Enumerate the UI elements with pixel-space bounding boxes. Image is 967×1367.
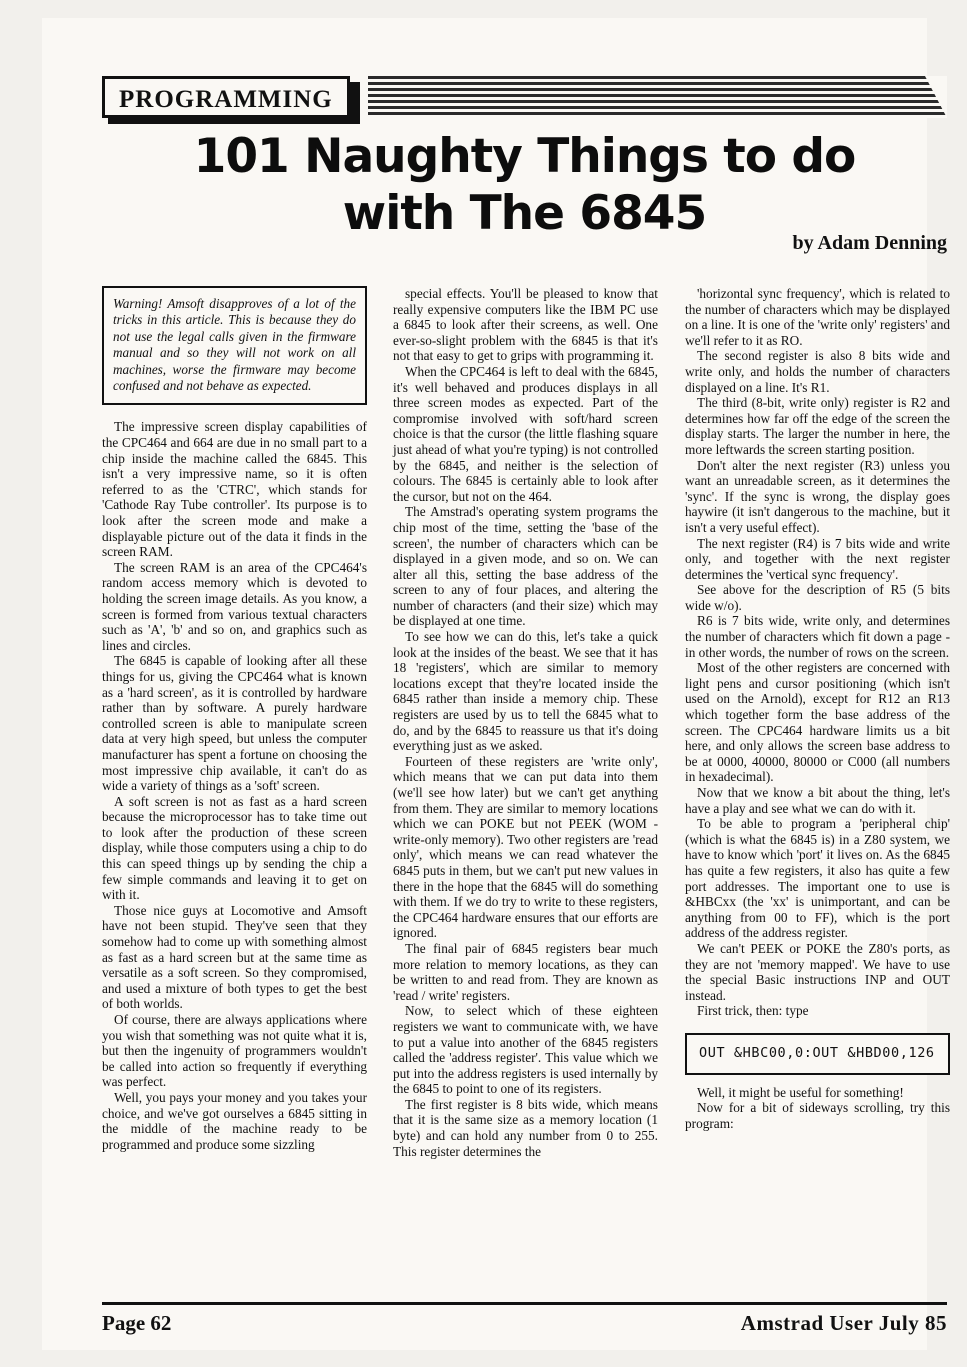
page-paper	[42, 18, 950, 1350]
code-listing-box	[685, 1033, 950, 1075]
paragraph: Of course, there are always applications where you wish that something was not quite what it is, but then the ingenuity of programmers wouldn't be called into action so frequently if everything was perfect.	[102, 1012, 367, 1090]
paragraph: Those nice guys at Locomotive and Amsoft have not been stupid. They've seen that they somehow had to come up with something almost as fast as a hard screen but at the same time as versatile as a soft screen. So they compromised, and used a mixture of both types to get the best of both worlds.	[102, 902, 367, 1012]
paragraph: The first register is 8 bits wide, which means that it is the same size as a memory location (1 byte) and can hold any number from 0 to 255. This register determines the	[393, 1096, 658, 1159]
code-line: OUT &HBC00,0:OUT &HBD00,126	[699, 1044, 935, 1061]
page-footer	[102, 1311, 947, 1345]
paragraph: The third (8-bit, write only) register is R2 and determines how far off the edge of the screen the display starts. The larger the number in here, the more leftwards the screen starting position.	[685, 395, 950, 457]
column-1	[102, 286, 367, 1152]
paragraph: The Amstrad's operating system programs the chip most of the time, setting the 'base of the screen', the number of characters which can be displayed in a given mode, and so on. We can alter all this, setting the base address of the screen to any of four places, and altering the number of characters (and their size) which may be displayed at one time.	[393, 504, 658, 629]
warning-box	[102, 286, 367, 405]
title-line-2: with The 6845	[342, 186, 707, 241]
article-title	[102, 128, 947, 254]
section-tag: PROGRAMMING	[102, 76, 350, 118]
paragraph: To see how we can do this, let's take a quick look at the insides of the beast. We see that it has 18 'registers', which are similar to memory locations except that they're located inside the 6845 rather than inside a memory chip. These registers are used by us to tell the 6845 what to do, and by the 6845 to reassure us that it's doing everything just as we asked.	[393, 629, 658, 754]
paragraph: Most of the other registers are concerned with light pens and cursor positioning (which isn't used on the Arnold), except for R12 an R13 which together form the base address of the screen. The CPC464 hardware limits us a bit here, and only allows the screen base address to be at 0000, 40000, 80000 or C000 (all numbers in hexadecimal).	[685, 660, 950, 785]
paragraph: See above for the description of R5 (5 bits wide w/o).	[685, 582, 950, 613]
paragraph: First trick, then: type	[697, 1003, 809, 1019]
paragraph: To be able to program a 'peripheral chip' (which is what the 6845 is) in a Z80 system, we have to know which 'port' it lives on. As the 6845 has quite a few registers, it also has quite a few port addresses. The important one to use is &HBCxx (the 'xx' is unimportant, and can be anything from 00 to FF), which is the port address of the address register.	[685, 816, 950, 941]
column-2	[393, 286, 658, 1159]
warning-text: Warning! Amsoft disapproves of a lot of the tricks in this article. This is because they do not use the legal calls given in the firmware manual and so they will not work on all machines, worse the firmware may become confused and not behave as expected.	[113, 296, 356, 394]
paragraph: When the CPC464 is left to deal with the 6845, it's well behaved and produces displays in all three screen modes as expected. Part of the compromise involved with soft/hard screen choice is that the cursor (the little flashing square just ahead of what you're typing) is not controlled by the 6845, and neither is the selection of colours. The 6845 is certainly able to look after the cursor, but not on the 464.	[393, 363, 658, 504]
paragraph: The impressive screen display capabilities of the CPC464 and 664 are due in no small part to a chip inside the machine called the 6845. This isn't a very impressive name, so it is often referred to as the 'CTRC', which stands for 'Cathode Ray Tube controller'. Its purpose is to look after the screen mode and make a displayable picture out of the data it finds in the screen RAM.	[102, 419, 367, 560]
paragraph: Fourteen of these registers are 'write only', which means that we can put data into them (we'll see how later) but we can't get anything from them. They are similar to memory locations which we can POKE but not PEEK (WOM - write-only memory). Two other registers are 'read only', which means we can read whatever the 6845 puts in them, but we can't put new values in there in the hope that the 6845 will do something with them. If we do try to write to these registers, the CPC464 hardware ensures that our efforts are ignored.	[393, 753, 658, 941]
paragraph: Now for a bit of sideways scrolling, try this program:	[685, 1100, 950, 1131]
paragraph: The second register is also 8 bits wide and write only, and holds the number of characters displayed on a line. It's R1.	[685, 348, 950, 395]
paragraph: The final pair of 6845 registers bear much more relation to memory locations, as they can be written to and read from. They are known as 'read / write' registers.	[393, 940, 658, 1003]
article-body	[102, 286, 950, 1286]
paragraph: We can't PEEK or POKE the Z80's ports, as they are not 'memory mapped'. We have to use the special Basic instructions INP and OUT instead.	[685, 940, 950, 1003]
title-line-1: 101 Naughty Things to do	[193, 129, 856, 184]
column-3	[685, 286, 950, 1131]
section-header-band	[102, 76, 947, 118]
publication-info: Amstrad User July 85	[740, 1311, 947, 1335]
footer-rule	[102, 1302, 947, 1305]
paragraph: Don't alter the next register (R3) unless you want an unreadable screen, as it determines the 'sync'. If the sync is wrong, the display goes haywire (it isn't dangerous to the machine, but it isn't a very useful effect).	[685, 457, 950, 535]
paragraph: A soft screen is not as fast as a hard screen because the microprocessor has to take time out to look after the production of these screen display, while those computers using a chip to do this can speed things up by sending the chip a few simple commands and leaving it to get on with it.	[102, 793, 367, 903]
paragraph: special effects. You'll be pleased to know that really expensive computers like the IBM PC use a 6845 to look after their screens, as well. One ever-so-slight problem with the 6845 is that it's not that easy to get to grips with programming it.	[393, 286, 658, 364]
paragraph: Well, you pays your money and you takes your choice, and we've got ourselves a 6845 sitting in the middle of the machine ready to be programmed and produce some sizzling	[102, 1089, 367, 1152]
paragraph: Well, it might be useful for something!	[697, 1084, 904, 1100]
page-number: Page 62	[102, 1311, 172, 1335]
paragraph: The 6845 is capable of looking after all these things for us, giving the CPC464 what is known as a 'hard screen', as it is controlled by hardware rather than by software. A purely hardware controlled screen is able to manipulate screen data at very high speed, but unless the computer manufacturer has spent a fortune on choosing the most impressive chip available, it can't do as wide a variety of things as a 'soft' screen.	[102, 653, 367, 794]
article-byline: by Adam Denning	[792, 232, 947, 254]
paragraph: Now, to select which of these eighteen registers we want to communicate with, we have to put a value into another of the 6845 registers called the 'address register'. This value which we put into the address registers is used internally by the 6845 to point to one of its registers.	[393, 1003, 658, 1097]
paragraph: 'horizontal sync frequency', which is related to the number of characters which may be displayed on a line. It is one of the 'write only' registers' and we'll refer to it as RO.	[685, 286, 950, 348]
paragraph: Now that we know a bit about the thing, let's have a play and see what we can do with it.	[685, 785, 950, 816]
paragraph: The next register (R4) is 7 bits wide and write only, and together with the next register determines the 'vertical sync frequency'.	[685, 535, 950, 582]
paragraph: The screen RAM is an area of the CPC464's random access memory which is devoted to holding the screen image details. As you know, a screen is formed from various textual characters such as 'A', 'b' and so on, and graphics such as lines and circles.	[102, 559, 367, 653]
striped-rule	[368, 76, 947, 118]
paragraph: R6 is 7 bits wide, write only, and determines the number of characters which fit down a page - in other words, the number of rows on the screen.	[685, 613, 950, 660]
